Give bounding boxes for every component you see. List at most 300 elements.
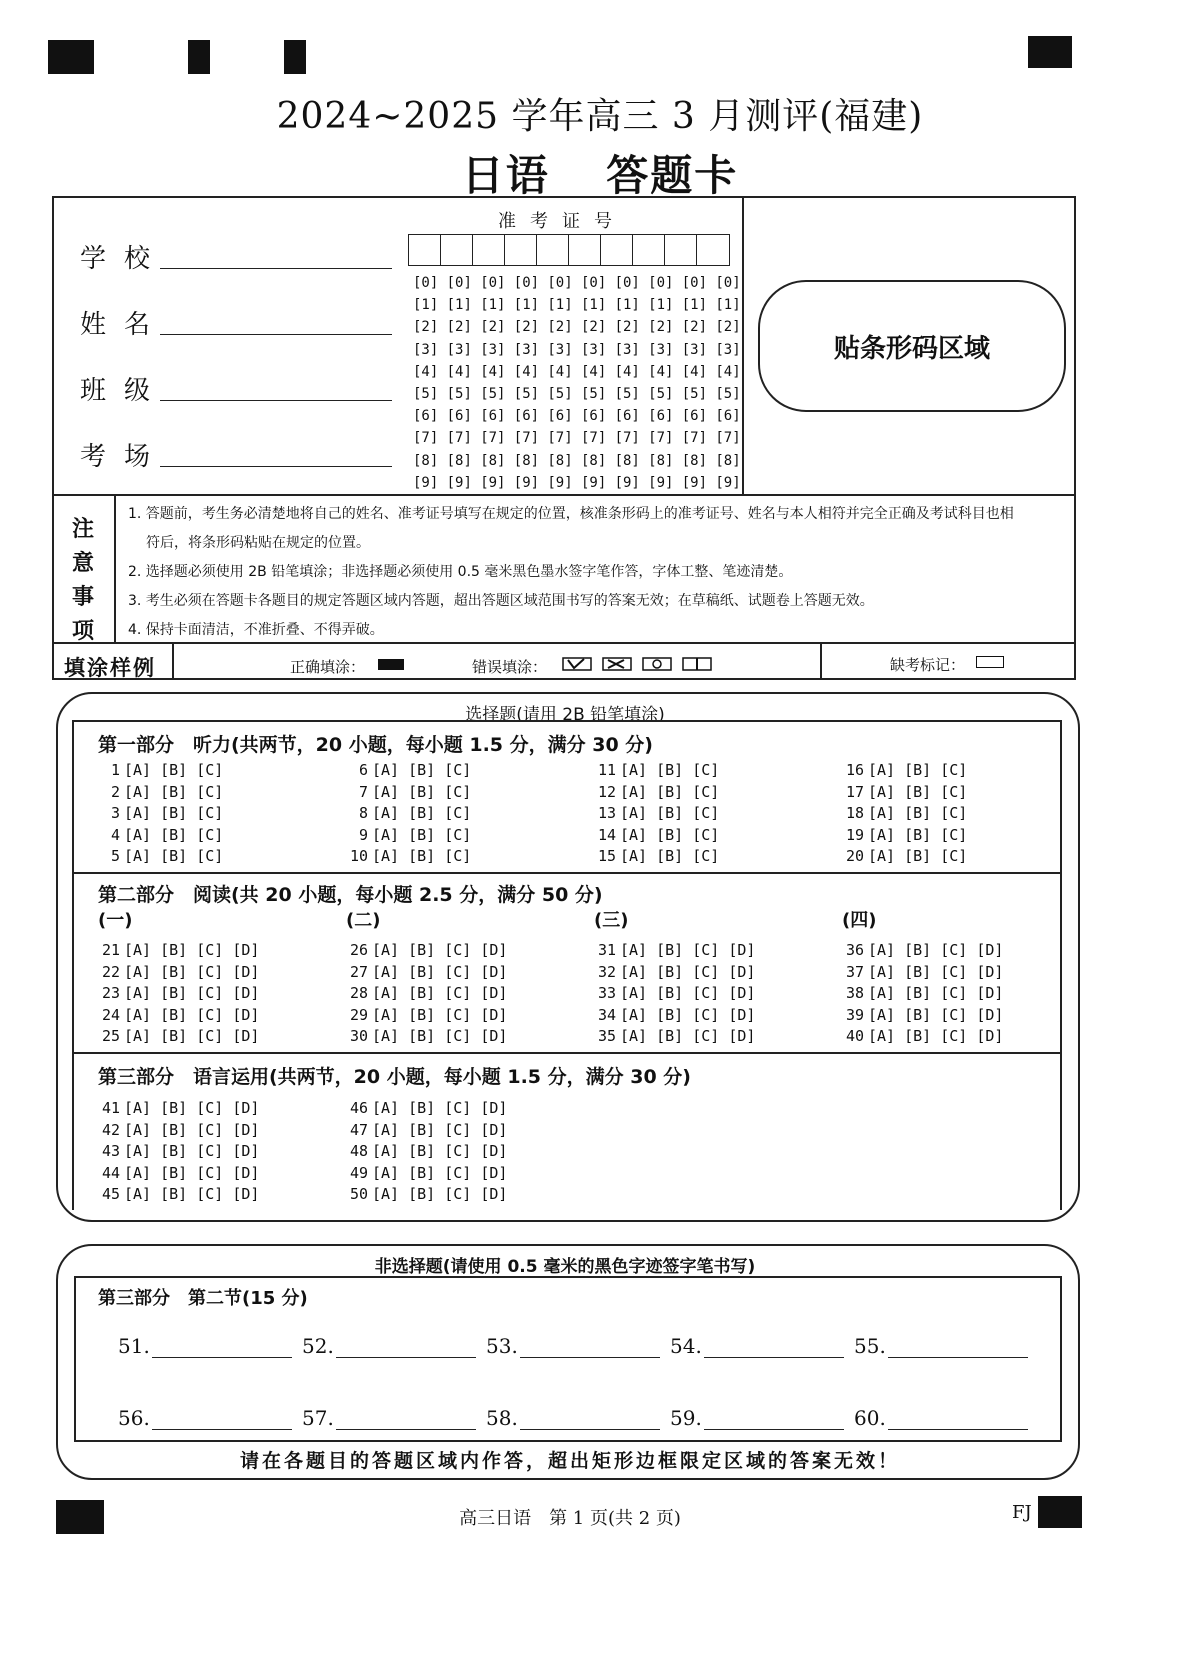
question-options[interactable]: [A] [B] [C] [D] xyxy=(124,1099,260,1117)
question-options[interactable]: [A] [B] [C] xyxy=(868,761,968,779)
fill-in-number: 55. xyxy=(854,1334,886,1358)
question-number: 18 xyxy=(845,804,864,822)
digit-bubble[interactable]: [3] xyxy=(681,341,708,358)
question-options[interactable]: [A] [B] [C] [D] xyxy=(372,1005,508,1024)
question-number: 47 xyxy=(349,1120,368,1139)
question-options[interactable]: [A] [B] [C] [D] xyxy=(372,962,508,981)
question-options[interactable]: [A] [B] [C] [D] xyxy=(372,1120,508,1139)
digit-bubble[interactable]: [5] xyxy=(547,385,573,402)
notice-head-char: 项 xyxy=(71,618,94,644)
digit-bubble[interactable]: [2] xyxy=(480,319,506,336)
digit-bubble[interactable]: [9] xyxy=(480,474,506,491)
question-row[interactable] xyxy=(594,1005,755,1027)
wrong-mark-icon xyxy=(562,656,592,672)
question-number: 41 xyxy=(101,1099,120,1117)
question-number: 48 xyxy=(349,1142,368,1160)
field-input-2[interactable] xyxy=(160,376,392,401)
digit-bubble[interactable]: [6] xyxy=(715,408,741,425)
question-options[interactable]: [A] [B] [C] xyxy=(620,825,720,844)
question-options[interactable]: [A] [B] [C] [D] xyxy=(124,941,260,959)
fill-in-line[interactable] xyxy=(888,1339,1028,1358)
digit-bubble[interactable]: [2] xyxy=(513,319,540,336)
question-options[interactable]: [A] [B] [C] [D] xyxy=(372,1099,508,1117)
digit-bubble[interactable]: [9] xyxy=(413,474,439,491)
part2-group-label: (四) xyxy=(842,910,877,931)
question-row[interactable] xyxy=(594,940,755,962)
question-number: 12 xyxy=(597,782,616,801)
digit-bubble[interactable]: [1] xyxy=(580,297,607,314)
question-options[interactable]: [A] [B] [C] [D] xyxy=(124,1027,260,1045)
question-row[interactable] xyxy=(842,940,1003,962)
exam-title: 2024~2025 学年高三 3 月测评(福建) xyxy=(276,96,924,137)
digit-bubble[interactable]: [7] xyxy=(513,430,540,447)
question-options[interactable]: [A] [B] [C] [D] xyxy=(620,962,756,981)
fill-in-number: 56. xyxy=(118,1406,150,1430)
question-options[interactable]: [A] [B] [C] xyxy=(868,782,968,801)
question-row[interactable] xyxy=(346,825,471,847)
question-options[interactable]: [A] [B] [C] [D] xyxy=(620,941,756,959)
digit-bubble[interactable]: [3] xyxy=(480,341,506,358)
question-row[interactable] xyxy=(594,846,719,868)
digit-bubble[interactable]: [1] xyxy=(513,297,540,314)
question-row[interactable] xyxy=(98,782,223,804)
digit-bubble[interactable]: [6] xyxy=(413,408,439,425)
field-label-2: 班级 xyxy=(80,376,169,406)
digit-bubble[interactable]: [2] xyxy=(413,319,439,336)
question-row[interactable] xyxy=(98,1163,259,1185)
question-options[interactable]: [A] [B] [C] xyxy=(124,847,224,865)
digit-bubble[interactable]: [1] xyxy=(480,297,506,314)
digit-bubble[interactable]: [1] xyxy=(614,297,640,314)
digit-bubble[interactable]: [5] xyxy=(480,385,506,402)
question-row[interactable] xyxy=(346,962,507,984)
question-options[interactable]: [A] [B] [C] [D] xyxy=(372,984,508,1002)
question-options[interactable]: [A] [B] [C] xyxy=(868,804,968,822)
correct-fill-example xyxy=(378,659,404,670)
question-options[interactable]: [A] [B] [C] xyxy=(372,825,472,844)
fill-in-item[interactable] xyxy=(854,1406,1028,1430)
digit-bubble[interactable]: [5] xyxy=(513,385,540,402)
barcode-area: 贴条形码区域 xyxy=(758,280,1066,412)
digit-bubble[interactable]: [7] xyxy=(648,430,674,447)
question-row[interactable] xyxy=(98,1005,259,1027)
part2-group-label: (二) xyxy=(346,910,381,931)
fill-in-item[interactable] xyxy=(118,1406,292,1430)
fill-in-item[interactable] xyxy=(118,1334,292,1358)
question-options[interactable]: [A] [B] [C] [D] xyxy=(124,984,260,1002)
question-number: 10 xyxy=(349,847,368,865)
question-number: 20 xyxy=(845,847,864,865)
question-row[interactable] xyxy=(346,1005,507,1027)
field-input-3[interactable] xyxy=(160,442,392,467)
exam-id-bubbles[interactable] xyxy=(413,272,749,494)
question-row[interactable] xyxy=(98,825,223,847)
digit-bubble[interactable]: [9] xyxy=(681,474,708,491)
question-options[interactable]: [A] [B] [C] [D] xyxy=(868,1027,1004,1045)
digit-bubble[interactable]: [1] xyxy=(413,297,439,314)
digit-bubble[interactable]: [7] xyxy=(480,430,506,447)
notice-list xyxy=(128,500,1068,645)
question-options[interactable]: [A] [B] [C] [D] xyxy=(372,1027,508,1045)
digit-bubble[interactable]: [2] xyxy=(580,319,607,336)
fill-in-line[interactable] xyxy=(704,1339,844,1358)
divider xyxy=(72,1052,1062,1054)
digit-bubble[interactable]: [6] xyxy=(580,408,607,425)
question-options[interactable]: [A] [B] [C] [D] xyxy=(372,1163,508,1182)
field-input-1[interactable] xyxy=(160,310,392,335)
digit-bubble[interactable]: [2] xyxy=(715,319,741,336)
question-options[interactable]: [A] [B] [C] [D] xyxy=(124,1142,260,1160)
fill-in-item[interactable] xyxy=(302,1406,476,1430)
question-options[interactable]: [A] [B] [C] [D] xyxy=(372,1142,508,1160)
question-number: 28 xyxy=(349,984,368,1002)
digit-bubble[interactable]: [6] xyxy=(648,408,674,425)
question-options[interactable]: [A] [B] [C] [D] xyxy=(620,1027,756,1045)
digit-bubble[interactable]: [8] xyxy=(413,452,439,469)
digit-bubble[interactable]: [9] xyxy=(614,474,640,491)
fill-in-item[interactable] xyxy=(302,1334,476,1358)
question-number: 17 xyxy=(845,782,864,801)
digit-bubble[interactable]: [4] xyxy=(580,363,607,380)
question-row[interactable] xyxy=(842,825,967,847)
digit-bubble[interactable]: [4] xyxy=(547,363,573,380)
question-options[interactable]: [A] [B] [C] [D] xyxy=(124,1163,260,1182)
wrong-fill-examples xyxy=(562,656,714,672)
digit-bubble[interactable]: [0] xyxy=(413,275,439,291)
digit-bubble[interactable]: [0] xyxy=(480,275,506,291)
digit-bubble[interactable]: [3] xyxy=(580,341,607,358)
digit-bubble[interactable]: [1] xyxy=(446,297,472,314)
digit-bubble[interactable]: [3] xyxy=(446,341,472,358)
question-options[interactable]: [A] [B] [C] xyxy=(372,761,472,779)
question-row[interactable] xyxy=(346,1098,507,1120)
question-number: 29 xyxy=(349,1005,368,1024)
digit-bubble[interactable]: [3] xyxy=(648,341,674,358)
digit-bubble[interactable]: [0] xyxy=(547,275,573,291)
digit-bubble[interactable]: [2] xyxy=(681,319,708,336)
digit-row xyxy=(413,405,749,427)
digit-bubble[interactable]: [0] xyxy=(715,275,741,291)
digit-bubble[interactable]: [0] xyxy=(580,275,607,291)
question-options[interactable]: [A] [B] [C] xyxy=(124,825,224,844)
question-options[interactable]: [A] [B] [C] xyxy=(124,782,224,801)
choice-title: 选择题(请用 2B 铅笔填涂) xyxy=(465,705,665,725)
fill-in-line[interactable] xyxy=(152,1411,292,1430)
fill-in-item[interactable] xyxy=(486,1334,660,1358)
digit-bubble[interactable]: [6] xyxy=(614,408,640,425)
digit-bubble[interactable]: [4] xyxy=(715,363,741,380)
fill-in-line[interactable] xyxy=(520,1411,660,1430)
digit-bubble[interactable]: [5] xyxy=(614,385,640,402)
question-row[interactable] xyxy=(346,983,507,1005)
question-row[interactable] xyxy=(98,940,259,962)
question-number: 19 xyxy=(845,825,864,844)
question-options[interactable]: [A] [B] [C] xyxy=(620,804,720,822)
part1-title: 第一部分 听力(共两节，20 小题，每小题 1.5 分，满分 30 分) xyxy=(98,734,653,756)
digit-bubble[interactable]: [9] xyxy=(513,474,540,491)
question-row[interactable] xyxy=(98,983,259,1005)
wrong-mark-icon xyxy=(682,656,712,672)
fill-in-item[interactable] xyxy=(486,1406,660,1430)
question-number: 21 xyxy=(101,941,120,959)
fill-in-line[interactable] xyxy=(152,1339,292,1358)
digit-bubble[interactable]: [0] xyxy=(648,275,674,291)
digit-bubble[interactable]: [2] xyxy=(648,319,674,336)
part3-title: 第三部分 语言运用(共两节，20 小题，每小题 1.5 分，满分 30 分) xyxy=(98,1066,691,1088)
question-number: 35 xyxy=(597,1027,616,1045)
digit-bubble[interactable]: [0] xyxy=(513,275,540,291)
notice-head-char: 事 xyxy=(71,584,94,610)
fill-in-item[interactable] xyxy=(670,1334,844,1358)
question-options[interactable]: [A] [B] [C] [D] xyxy=(124,1120,260,1139)
question-row[interactable] xyxy=(594,1026,755,1048)
question-options[interactable]: [A] [B] [C] xyxy=(372,804,472,822)
digit-bubble[interactable]: [3] xyxy=(413,341,439,358)
divider xyxy=(820,642,822,680)
fill-in-number: 58. xyxy=(486,1406,518,1430)
digit-bubble[interactable]: [3] xyxy=(715,341,741,358)
question-row[interactable] xyxy=(346,760,471,782)
corner-mark xyxy=(48,40,94,74)
digit-bubble[interactable]: [5] xyxy=(681,385,708,402)
fill-in-number: 59. xyxy=(670,1406,702,1430)
digit-bubble[interactable]: [0] xyxy=(446,275,472,291)
fill-in-line[interactable] xyxy=(704,1411,844,1430)
digit-bubble[interactable]: [2] xyxy=(547,319,573,336)
digit-bubble[interactable]: [0] xyxy=(614,275,640,291)
digit-bubble[interactable]: [7] xyxy=(547,430,573,447)
question-row[interactable] xyxy=(346,1141,507,1163)
digit-bubble[interactable]: [8] xyxy=(446,452,472,469)
question-row[interactable] xyxy=(842,1005,1003,1027)
question-row[interactable] xyxy=(594,760,719,782)
digit-bubble[interactable]: [4] xyxy=(681,363,708,380)
question-options[interactable]: [A] [B] [C] [D] xyxy=(372,1185,508,1203)
digit-row xyxy=(413,427,749,449)
digit-bubble[interactable]: [4] xyxy=(413,363,439,380)
question-row[interactable] xyxy=(842,803,967,825)
question-options[interactable]: [A] [B] [C] xyxy=(124,761,224,779)
question-number: 31 xyxy=(597,941,616,959)
question-options[interactable]: [A] [B] [C] xyxy=(620,782,720,801)
card-title: 日语 答题卡 xyxy=(461,151,739,200)
digit-row xyxy=(413,450,749,472)
notice-item: 4. 保持卡面清洁，不准折叠、不得弄破。 xyxy=(128,622,384,638)
digit-bubble[interactable]: [5] xyxy=(648,385,674,402)
question-number: 33 xyxy=(597,984,616,1002)
digit-bubble[interactable]: [4] xyxy=(513,363,540,380)
divider xyxy=(114,494,116,644)
field-label-3: 考场 xyxy=(80,442,169,472)
question-options[interactable]: [A] [B] [C] [D] xyxy=(868,1005,1004,1024)
digit-bubble[interactable]: [7] xyxy=(413,430,439,447)
question-row[interactable] xyxy=(594,803,719,825)
question-row[interactable] xyxy=(98,1141,259,1163)
digit-bubble[interactable]: [4] xyxy=(614,363,640,380)
question-options[interactable]: [A] [B] [C] xyxy=(868,825,968,844)
question-row[interactable] xyxy=(98,1098,259,1120)
digit-bubble[interactable]: [8] xyxy=(648,452,674,469)
question-number: 22 xyxy=(101,962,120,981)
digit-row xyxy=(413,361,749,383)
question-row[interactable] xyxy=(346,846,471,868)
digit-bubble[interactable]: [6] xyxy=(480,408,506,425)
digit-bubble[interactable]: [8] xyxy=(614,452,640,469)
question-row[interactable] xyxy=(98,962,259,984)
page-footer: 高三日语 第 1 页(共 2 页) xyxy=(459,1508,681,1529)
question-options[interactable]: [A] [B] [C] [D] xyxy=(620,1005,756,1024)
question-number: 45 xyxy=(101,1185,120,1203)
digit-bubble[interactable]: [7] xyxy=(614,430,640,447)
question-row[interactable] xyxy=(842,782,967,804)
question-row[interactable] xyxy=(98,1184,259,1206)
digit-row xyxy=(413,272,749,294)
digit-bubble[interactable]: [3] xyxy=(614,341,640,358)
fill-in-number: 54. xyxy=(670,1334,702,1358)
question-row[interactable] xyxy=(842,760,967,782)
digit-bubble[interactable]: [1] xyxy=(681,297,708,314)
question-number: 1 xyxy=(110,761,120,779)
digit-bubble[interactable]: [5] xyxy=(715,385,741,402)
digit-bubble[interactable]: [6] xyxy=(681,408,708,425)
question-options[interactable]: [A] [B] [C] [D] xyxy=(124,1005,260,1024)
digit-bubble[interactable]: [1] xyxy=(715,297,741,314)
digit-bubble[interactable]: [9] xyxy=(715,474,741,491)
question-number: 16 xyxy=(845,761,864,779)
question-number: 13 xyxy=(597,804,616,822)
digit-bubble[interactable]: [8] xyxy=(681,452,708,469)
question-row[interactable] xyxy=(842,983,1003,1005)
digit-bubble[interactable]: [2] xyxy=(614,319,640,336)
fill-in-number: 60. xyxy=(854,1406,886,1430)
sample-label: 填涂样例 xyxy=(64,656,156,680)
question-row[interactable] xyxy=(346,940,507,962)
digit-bubble[interactable]: [1] xyxy=(547,297,573,314)
correct-label: 正确填涂： xyxy=(290,658,366,676)
digit-bubble[interactable]: [1] xyxy=(648,297,674,314)
question-options[interactable]: [A] [B] [C] xyxy=(372,782,472,801)
question-row[interactable] xyxy=(594,962,755,984)
question-options[interactable]: [A] [B] [C] [D] xyxy=(372,941,508,959)
question-number: 4 xyxy=(110,825,120,844)
exam-id-title: 准考证号 xyxy=(498,211,626,232)
question-number: 24 xyxy=(101,1005,120,1024)
digit-bubble[interactable]: [8] xyxy=(547,452,573,469)
fill-in-item[interactable] xyxy=(854,1334,1028,1358)
digit-bubble[interactable]: [6] xyxy=(547,408,573,425)
fill-in-line[interactable] xyxy=(336,1411,476,1430)
digit-bubble[interactable]: [8] xyxy=(715,452,741,469)
part2-group-label: (三) xyxy=(594,910,629,931)
fill-in-number: 57. xyxy=(302,1406,334,1430)
fill-in-item[interactable] xyxy=(670,1406,844,1430)
absent-mark-box[interactable] xyxy=(976,656,1004,668)
fill-in-line[interactable] xyxy=(520,1339,660,1358)
question-row[interactable] xyxy=(346,803,471,825)
field-input-0[interactable] xyxy=(160,244,392,269)
digit-bubble[interactable]: [2] xyxy=(446,319,472,336)
digit-bubble[interactable]: [7] xyxy=(580,430,607,447)
digit-bubble[interactable]: [7] xyxy=(715,430,741,447)
question-row[interactable] xyxy=(842,1026,1003,1048)
question-options[interactable]: [A] [B] [C] xyxy=(372,847,472,865)
question-row[interactable] xyxy=(842,962,1003,984)
digit-bubble[interactable]: [6] xyxy=(446,408,472,425)
question-number: 26 xyxy=(349,941,368,959)
question-row[interactable] xyxy=(346,1184,507,1206)
digit-bubble[interactable]: [5] xyxy=(580,385,607,402)
question-row[interactable] xyxy=(346,782,471,804)
field-label-0: 学校 xyxy=(80,244,169,274)
question-row[interactable] xyxy=(98,846,223,868)
fill-in-line[interactable] xyxy=(336,1339,476,1358)
digit-bubble[interactable]: [4] xyxy=(480,363,506,380)
digit-bubble[interactable]: [8] xyxy=(480,452,506,469)
question-options[interactable]: [A] [B] [C] xyxy=(620,847,720,865)
question-row[interactable] xyxy=(98,803,223,825)
digit-bubble[interactable]: [7] xyxy=(681,430,708,447)
question-row[interactable] xyxy=(346,1120,507,1142)
question-row[interactable] xyxy=(346,1163,507,1185)
digit-bubble[interactable]: [4] xyxy=(446,363,472,380)
digit-bubble[interactable]: [9] xyxy=(648,474,674,491)
question-options[interactable]: [A] [B] [C] [D] xyxy=(868,941,1004,959)
fill-in-line[interactable] xyxy=(888,1411,1028,1430)
question-options[interactable]: [A] [B] [C] xyxy=(868,847,968,865)
question-options[interactable]: [A] [B] [C] [D] xyxy=(868,962,1004,981)
question-options[interactable]: [A] [B] [C] [D] xyxy=(124,962,260,981)
question-number: 5 xyxy=(110,847,120,865)
question-options[interactable]: [A] [B] [C] xyxy=(620,761,720,779)
question-number: 23 xyxy=(101,984,120,1002)
digit-bubble[interactable]: [9] xyxy=(547,474,573,491)
fill-in-number: 52. xyxy=(302,1334,334,1358)
digit-bubble[interactable]: [0] xyxy=(681,275,708,291)
question-row[interactable] xyxy=(346,1026,507,1048)
digit-bubble[interactable]: [7] xyxy=(446,430,472,447)
digit-bubble[interactable]: [9] xyxy=(580,474,607,491)
digit-bubble[interactable]: [5] xyxy=(446,385,472,402)
question-options[interactable]: [A] [B] [C] [D] xyxy=(620,984,756,1002)
question-options[interactable]: [A] [B] [C] [D] xyxy=(124,1185,260,1203)
question-options[interactable]: [A] [B] [C] xyxy=(124,804,224,822)
digit-bubble[interactable]: [8] xyxy=(513,452,540,469)
question-number: 30 xyxy=(349,1027,368,1045)
question-row[interactable] xyxy=(98,1026,259,1048)
question-number: 6 xyxy=(358,761,368,779)
question-row[interactable] xyxy=(594,825,719,847)
digit-bubble[interactable]: [4] xyxy=(648,363,674,380)
question-number: 8 xyxy=(358,804,368,822)
question-row[interactable] xyxy=(842,846,967,868)
question-row[interactable] xyxy=(594,983,755,1005)
question-options[interactable]: [A] [B] [C] [D] xyxy=(868,984,1004,1002)
question-row[interactable] xyxy=(98,760,223,782)
question-row[interactable] xyxy=(98,1120,259,1142)
digit-bubble[interactable]: [3] xyxy=(547,341,573,358)
digit-bubble[interactable]: [5] xyxy=(413,385,439,402)
digit-bubble[interactable]: [9] xyxy=(446,474,472,491)
question-row[interactable] xyxy=(594,782,719,804)
digit-bubble[interactable]: [6] xyxy=(513,408,540,425)
digit-bubble[interactable]: [3] xyxy=(513,341,540,358)
question-number: 40 xyxy=(845,1027,864,1045)
exam-id-boxes[interactable] xyxy=(408,234,730,266)
digit-bubble[interactable]: [8] xyxy=(580,452,607,469)
question-number: 25 xyxy=(101,1027,120,1045)
notice-item: 3. 考生必须在答题卡各题目的规定答题区域内答题，超出答题区域范围书写的答案无效；在草稿纸、试题卷上答题无效。 xyxy=(128,593,874,609)
digit-row xyxy=(413,339,749,361)
